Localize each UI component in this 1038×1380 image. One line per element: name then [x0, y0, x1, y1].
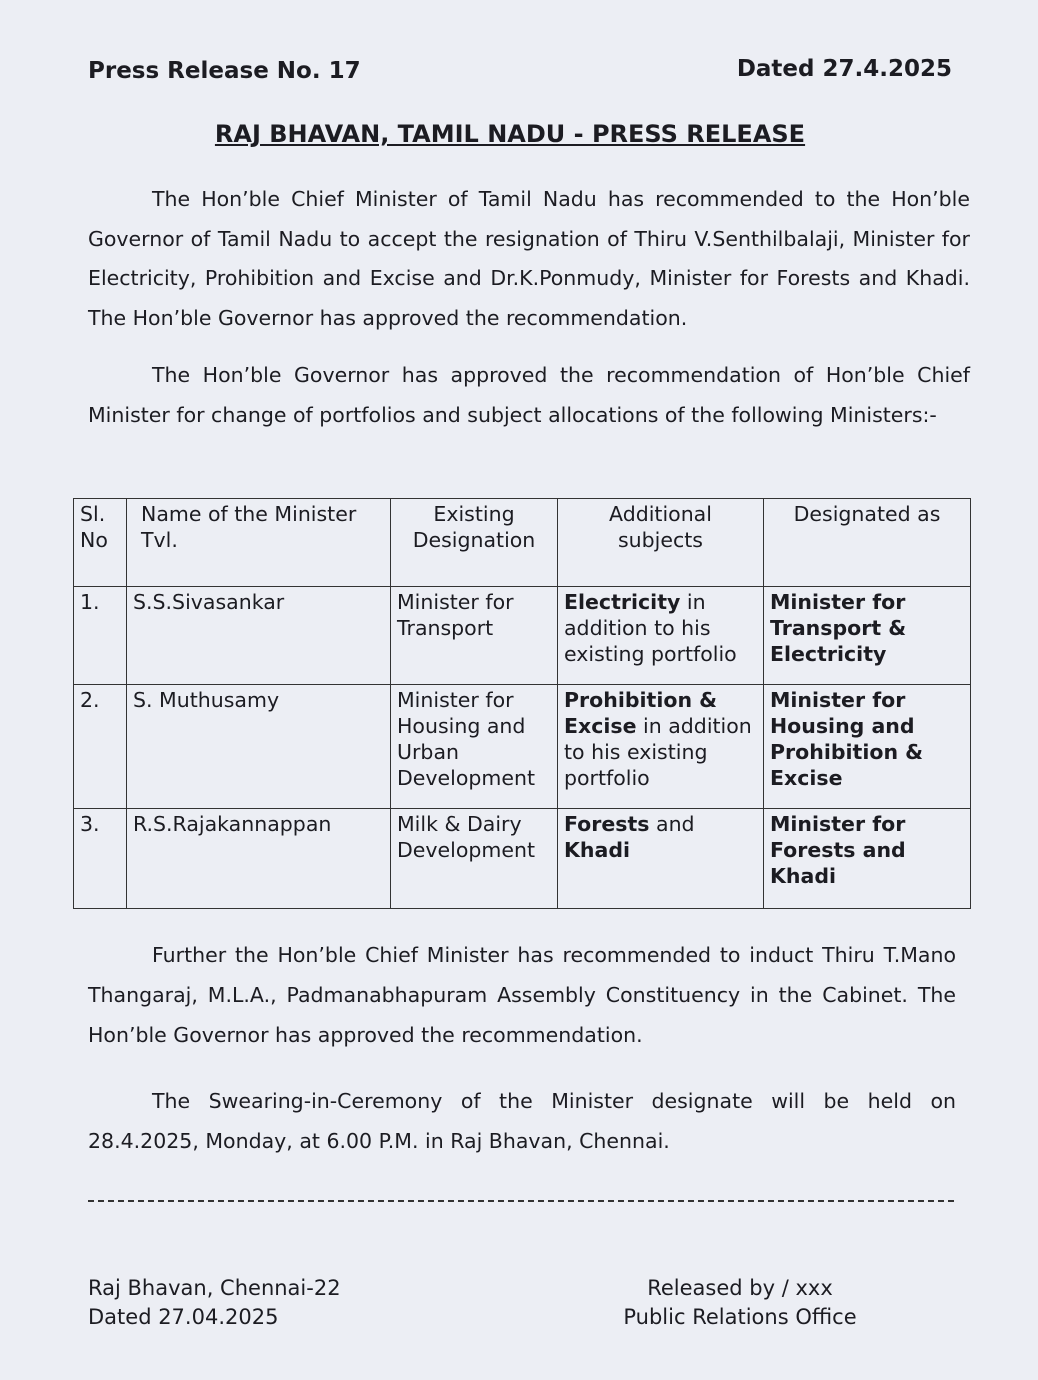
designated-as-cell: Minister for Transport & Electricity — [764, 587, 971, 685]
header-existing-designation: Existing Designation — [391, 499, 558, 587]
table-row — [74, 685, 971, 809]
portfolio-allocation-table — [73, 498, 971, 909]
existing-designation-cell: Minister for Housing and Urban Development — [391, 685, 558, 809]
table-header-row — [74, 499, 971, 587]
footer-place: Raj Bhavan, Chennai-22 — [88, 1276, 341, 1300]
footer-left — [88, 1274, 341, 1332]
designated-as-cell: Minister for Forests and Khadi — [764, 809, 971, 909]
minister-name-cell: S. Muthusamy — [127, 685, 391, 809]
paragraph-induction: Further the Hon’ble Chief Minister has recommended to induct Thiru T.Mano Thangaraj, M.L.A., Padmanabhapuram Assembly Constituency in the Cabinet. The Hon’ble Governor has approved the recommendation. — [88, 943, 956, 1047]
designated-as-cell: Minister for Housing and Prohibition & Excise — [764, 685, 971, 809]
footer-office: Public Relations Office — [623, 1305, 857, 1329]
sl-no-cell: 3. — [74, 809, 127, 909]
header-sl-no: Sl. No — [74, 499, 127, 587]
sl-no-cell: 2. — [74, 685, 127, 809]
additional-subject-bold: Prohibition & Excise — [564, 688, 718, 738]
press-release-number: Press Release No. 17 — [88, 58, 361, 84]
additional-subjects-cell — [558, 587, 764, 685]
header-date: Dated 27.4.2025 — [736, 56, 952, 82]
additional-subject-bold: Khadi — [564, 838, 631, 862]
minister-name-cell: S.S.Sivasankar — [127, 587, 391, 685]
dashed-divider — [88, 1200, 954, 1202]
additional-subject-bold: Electricity — [564, 590, 681, 614]
header-minister-name: Name of the Minister Tvl. — [127, 499, 391, 587]
sl-no-cell: 1. — [74, 587, 127, 685]
paragraph-swearing-in: The Swearing-in-Ceremony of the Minister designate will be held on 28.4.2025, Monday, at 6.00 P.M. in Raj Bhavan, Chennai. — [88, 1089, 956, 1153]
additional-subject-text: in addition to his existing portfolio — [564, 590, 737, 666]
existing-designation-cell: Minister for Transport — [391, 587, 558, 685]
additional-subjects-cell — [558, 809, 764, 909]
table-row — [74, 809, 971, 909]
existing-designation-cell: Milk & Dairy Development — [391, 809, 558, 909]
footer-released-by: Released by / xxx — [647, 1276, 833, 1300]
minister-name-cell: R.S.Rajakannappan — [127, 809, 391, 909]
header-additional-subjects: Additional subjects — [558, 499, 764, 587]
footer-right — [590, 1274, 890, 1332]
paragraph-resignation: The Hon’ble Chief Minister of Tamil Nadu has recommended to the Hon’ble Governor of Tamil Nadu to accept the resignation of Thiru V.Senthilbalaji, Minister for Electricity, Prohibition and Excise and Dr.K.Ponmudy, Minister for Forests and Khadi. The Hon’ble Governor has approved the recommendation. — [88, 187, 970, 330]
header-designated-as: Designated as — [764, 499, 971, 587]
additional-subject-text: and — [649, 812, 695, 836]
paragraph-portfolio-change: The Hon’ble Governor has approved the recommendation of Hon’ble Chief Minister for change of portfolios and subject allocations of the following Ministers:- — [88, 363, 970, 427]
additional-subject-text: in addition to his existing portfolio — [564, 714, 752, 790]
footer-date: Dated 27.04.2025 — [88, 1305, 279, 1329]
additional-subject-bold: Forests — [564, 812, 650, 836]
page-title: RAJ BHAVAN, TAMIL NADU - PRESS RELEASE — [214, 120, 806, 148]
additional-subjects-cell — [558, 685, 764, 809]
table-row — [74, 587, 971, 685]
